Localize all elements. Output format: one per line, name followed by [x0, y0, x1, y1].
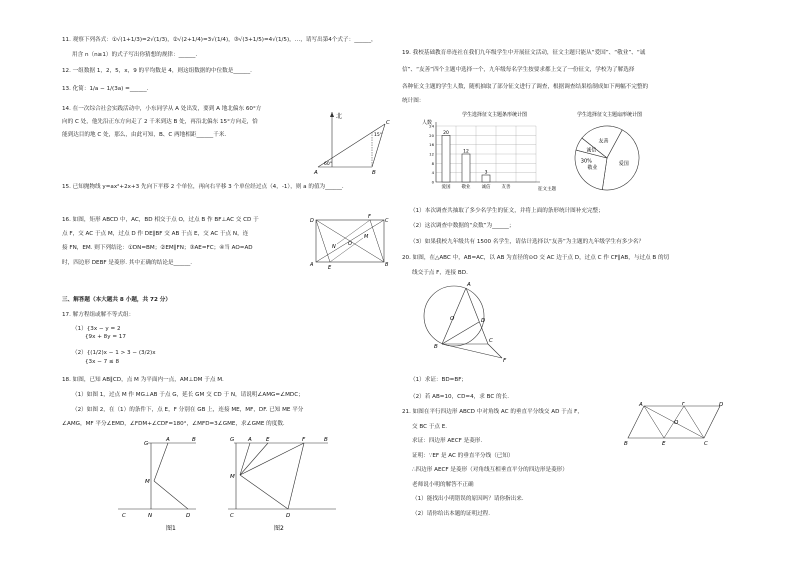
q19-line4: 统计图：: [402, 98, 425, 104]
q19-pie-chart: [562, 110, 672, 200]
bar-爱国: [442, 135, 450, 182]
q19-q1: （1）本次调查共抽取了多少名学生的征文，并将上面的条形统计图补充完整；: [410, 208, 604, 214]
q11-line2: 用含 n（n≥1）的式子写出你猜想的规律：______.: [72, 52, 198, 58]
point-g: G: [230, 437, 235, 443]
line-ac: [318, 124, 385, 167]
q19-line3: 各种征文主题的学生人数，随机抽取了部分征文进行了调查，根据调查结果绘制成如下两幅不完整的: [402, 84, 649, 90]
q21-figure: [624, 402, 724, 446]
point-b: B: [324, 437, 328, 443]
q19-line2: 信”、“友善”四个主题中选择一个，九年级每名学生按要求都上交了一份征文，学校为了解选择: [402, 67, 635, 73]
q21-line5: ∴四边形 AECF 是菱形（对角线互相垂直平分的四边形是菱形）: [412, 467, 568, 473]
q17-title: 17. 解方程组或解不等式组：: [62, 312, 135, 318]
figure-2-caption: 图2: [274, 525, 284, 532]
q21-line1: 21. 如图在平行四边形 ABCD 中对角线 AC 的垂直平分线交 AD 于点 F，: [402, 409, 583, 415]
q16-line1: 16. 如图，矩形 ABCD 中，AC，BD 相交于点 O，过点 B 作 BF⊥AC 交 CD 于: [62, 217, 259, 223]
q18-figure-2: [228, 437, 338, 532]
point-e: E: [662, 441, 666, 446]
bar-chart-xlabel: 征文主题: [538, 187, 556, 192]
q16-figure: [308, 214, 392, 272]
line-bd: [442, 322, 479, 344]
q17-p1a: （1）{3x − y = 2: [72, 326, 121, 332]
y-tick-label: 4: [431, 170, 434, 176]
y-tick-label: 0: [431, 179, 434, 185]
q16-line2: 点 F，交 AC 于点 M，过点 D 作 DE∥BF 交 AB 于点 E，交 AC 于点 N，连: [62, 231, 249, 237]
line-cf: [488, 344, 502, 358]
q19-line1: 19. 我校基础教育串连社在我们九年级学生中开展征文活动，征文主题只能从“爱国”、“敬业”、“诚: [402, 50, 646, 56]
north-arrow-icon: [330, 112, 334, 117]
point-d: D: [719, 402, 724, 408]
line-fc: [684, 406, 704, 438]
point-c: C: [385, 218, 389, 224]
point-c: C: [122, 513, 126, 519]
point-a: A: [467, 282, 471, 288]
point-b: B: [624, 441, 628, 446]
q11-line1: 11. 观察下列各式：①√(1+1/3)=2√(1/3)，②√(2+1/4)=3√(1/4)，③√(3+1/5)=4√(1/5)，…，请写出第4个式子：______，: [62, 37, 377, 43]
angle-15: 15°: [374, 133, 382, 138]
x-tick-label: 友善: [501, 185, 511, 190]
q21-line2: 交 BC 于点 E.: [412, 424, 448, 430]
figure-1-caption: 图1: [166, 525, 176, 532]
line-fn: [337, 220, 370, 244]
point-c: C: [489, 338, 493, 344]
point-e: E: [266, 437, 270, 443]
line-mf: [240, 443, 304, 475]
point-o: O: [450, 316, 455, 322]
point-f: F: [368, 214, 371, 220]
q20-figure: [422, 278, 512, 368]
q20-line2: 线交于点 F，连接 BD.: [412, 270, 468, 276]
point-d: D: [481, 318, 486, 324]
line-am: [154, 443, 168, 481]
line-em: [330, 238, 363, 262]
y-tick-label: 8: [431, 160, 434, 166]
line-df: [288, 443, 304, 509]
y-tick-label: 20: [429, 132, 434, 138]
bar-chart-title: 学生选择征文主题条形统计图: [462, 112, 528, 118]
q21-line3: 求证：四边形 AECF 是菱形.: [412, 438, 483, 444]
point-m: M: [145, 479, 150, 485]
q18-line4: ∠AMG，MF 平分∠EMD，∠FDM+∠CDF=180°，∠MFD=3∠GME，求∠GME 的度数.: [62, 421, 285, 427]
line-am: [240, 443, 250, 475]
q18-line3: （2）如图 2，在（1）的条件下，点 E，F 分别在 GB 上，连接 ME，MF，DF. 已知 ME 平分: [72, 407, 304, 413]
q21-line6: 老师说小明的解答不正确: [412, 482, 474, 488]
point-n: N: [332, 244, 336, 250]
point-c: C: [386, 120, 390, 126]
line-bf: [442, 344, 502, 358]
point-a: A: [310, 262, 314, 268]
q13-text: 13. 化简：1/a − 1/(3a) =______.: [62, 86, 149, 92]
y-tick-label: 16: [429, 142, 434, 148]
point-c: C: [704, 441, 708, 446]
point-f: F: [503, 358, 507, 364]
pie-label: 诚信: [586, 147, 597, 154]
x-tick-label: 诚信: [481, 185, 491, 190]
q14-line2: 向的 C 处，他先沿正东方向走了 2 千米到达 B 处，再沿北偏东 15°方向走，恰: [62, 119, 258, 125]
q14-figure: [310, 112, 392, 177]
pie-percent-label: 30%: [580, 158, 592, 165]
line-me: [240, 443, 268, 475]
q21-line7: （1）能找出小明错误的原因吗？请你指出来.: [412, 496, 524, 502]
point-d: D: [310, 218, 314, 224]
line-bc: [372, 124, 385, 167]
line-ae: [644, 406, 664, 438]
y-tick-label: 24: [429, 123, 434, 129]
bar-value-label: 3: [484, 170, 488, 176]
q18-line2: （1）如图 1，过点 M 作 MG⊥AB 于点 G，延长 GM 交 CD 于 N，请说明∠AMG=∠MDC；: [72, 392, 304, 398]
line-md: [240, 475, 288, 509]
point-b: B: [385, 262, 389, 268]
bar-value-label: 12: [463, 149, 469, 155]
q17-p1b: {9x + 8y = 17: [85, 334, 126, 340]
point-d: D: [186, 513, 191, 519]
q19-q2: （2）这次调查中数据的“众数”为______；: [410, 223, 515, 229]
q21-line8: （2）请你给出本题的证明过程.: [412, 511, 491, 517]
point-a: A: [248, 437, 252, 443]
pie-chart-title: 学生选择征文主题扇形统计图: [577, 112, 643, 118]
point-c: C: [230, 513, 234, 519]
bar-grid: [436, 122, 540, 182]
q20-s1: （1）求证：BD=BF；: [410, 377, 468, 383]
point-m: M: [230, 474, 235, 480]
bar-value-label: 20: [443, 130, 449, 136]
bar-ylabels: [429, 124, 434, 185]
q20-s2: （2）若 AB=10，CD=4，求 BC 的长.: [410, 394, 509, 400]
point-o: O: [348, 241, 352, 247]
point-a: A: [639, 402, 643, 408]
pie-label: 友善: [598, 138, 609, 145]
section-3-heading: 三、解答题（本大题共 8 小题，共 72 分）: [62, 297, 171, 303]
x-tick-label: 敬业: [461, 185, 471, 190]
y-tick-label: 12: [429, 151, 434, 157]
point-o: O: [674, 420, 679, 426]
point-b: B: [434, 344, 438, 350]
q14-line3: 能到达目的地 C 处，那么，由此可知，B、C 两地相距______千米.: [62, 132, 227, 138]
bar-xlabels: [442, 183, 511, 190]
q20-line1: 20. 如图，在△ABC 中，AB=AC，以 AB 为直径的⊙O 交 AC 边于点 D，过点 C 作 CF∥AB，与过点 B 的切: [402, 255, 670, 261]
point-m: M: [364, 234, 369, 240]
q16-line3: 接 FN，EM. 则下列结论：①DN=BM；②EM∥FN；③AE=FC；④当 AO=AD: [62, 245, 253, 251]
pie-label: 爱国: [618, 161, 629, 168]
point-b: B: [372, 170, 376, 176]
point-n: N: [148, 513, 153, 519]
q19-q3: （3）如果我校九年级共有 1500 名学生，请估计选择以“友善”为主题的九年级学生有多少名？: [410, 239, 645, 245]
x-tick-label: 爱国: [441, 185, 451, 190]
point-b: B: [192, 437, 196, 443]
north-label: 北: [336, 113, 343, 120]
q18-figure-1: [118, 437, 198, 532]
q21-line4: 证明：∵EF 是 AC 的垂直平分线（已知）: [412, 453, 514, 459]
q18-line1: 18. 如图，已知 AB∥CD，点 M 为平面内一点，AM⊥DM 于点 M.: [62, 377, 224, 383]
q17-p2b: {3x − 7 ≤ 8: [85, 359, 120, 365]
bar-敬业: [462, 154, 470, 182]
bar-chart-ylabel: 人数: [422, 120, 433, 126]
point-f: F: [682, 402, 686, 407]
angle-60: 60°: [324, 162, 332, 167]
pie-label: 敬业: [587, 165, 598, 172]
bar-axes: [436, 122, 540, 182]
line-bf: [370, 220, 384, 262]
q17-p2a: （2）{(1/2)x − 1 > 3 − (3/2)x: [72, 350, 156, 356]
bar-诚信: [482, 175, 490, 182]
q12-text: 12. 一组数据 1，2，5，x，9 的平均数是 4，则这组数据的中位数是______.: [62, 68, 252, 74]
line-md: [154, 481, 188, 509]
point-d: D: [286, 513, 291, 519]
point-a: A: [166, 437, 170, 443]
q16-line4: 时，四边形 DEBF 是菱形. 其中正确的结论是______.: [62, 260, 193, 266]
bar-bars: [442, 130, 490, 182]
point-a: A: [314, 170, 318, 176]
q19-bar-chart: [422, 110, 562, 200]
q15-text: 15. 已知抛物线 y=ax²+2x+3 先向下平移 2 个单位，再向右平移 3 个单位经过点（4，-1），则 a 的值为______.: [62, 184, 344, 190]
point-g: G: [144, 441, 149, 447]
q14-line1: 14. 在一次综合社会实践活动中，小东同学从 A 处出发，要到 A 地北偏东 60°方: [62, 106, 262, 112]
point-e: E: [328, 265, 332, 271]
point-f: F: [302, 437, 306, 443]
line-de: [316, 220, 330, 262]
